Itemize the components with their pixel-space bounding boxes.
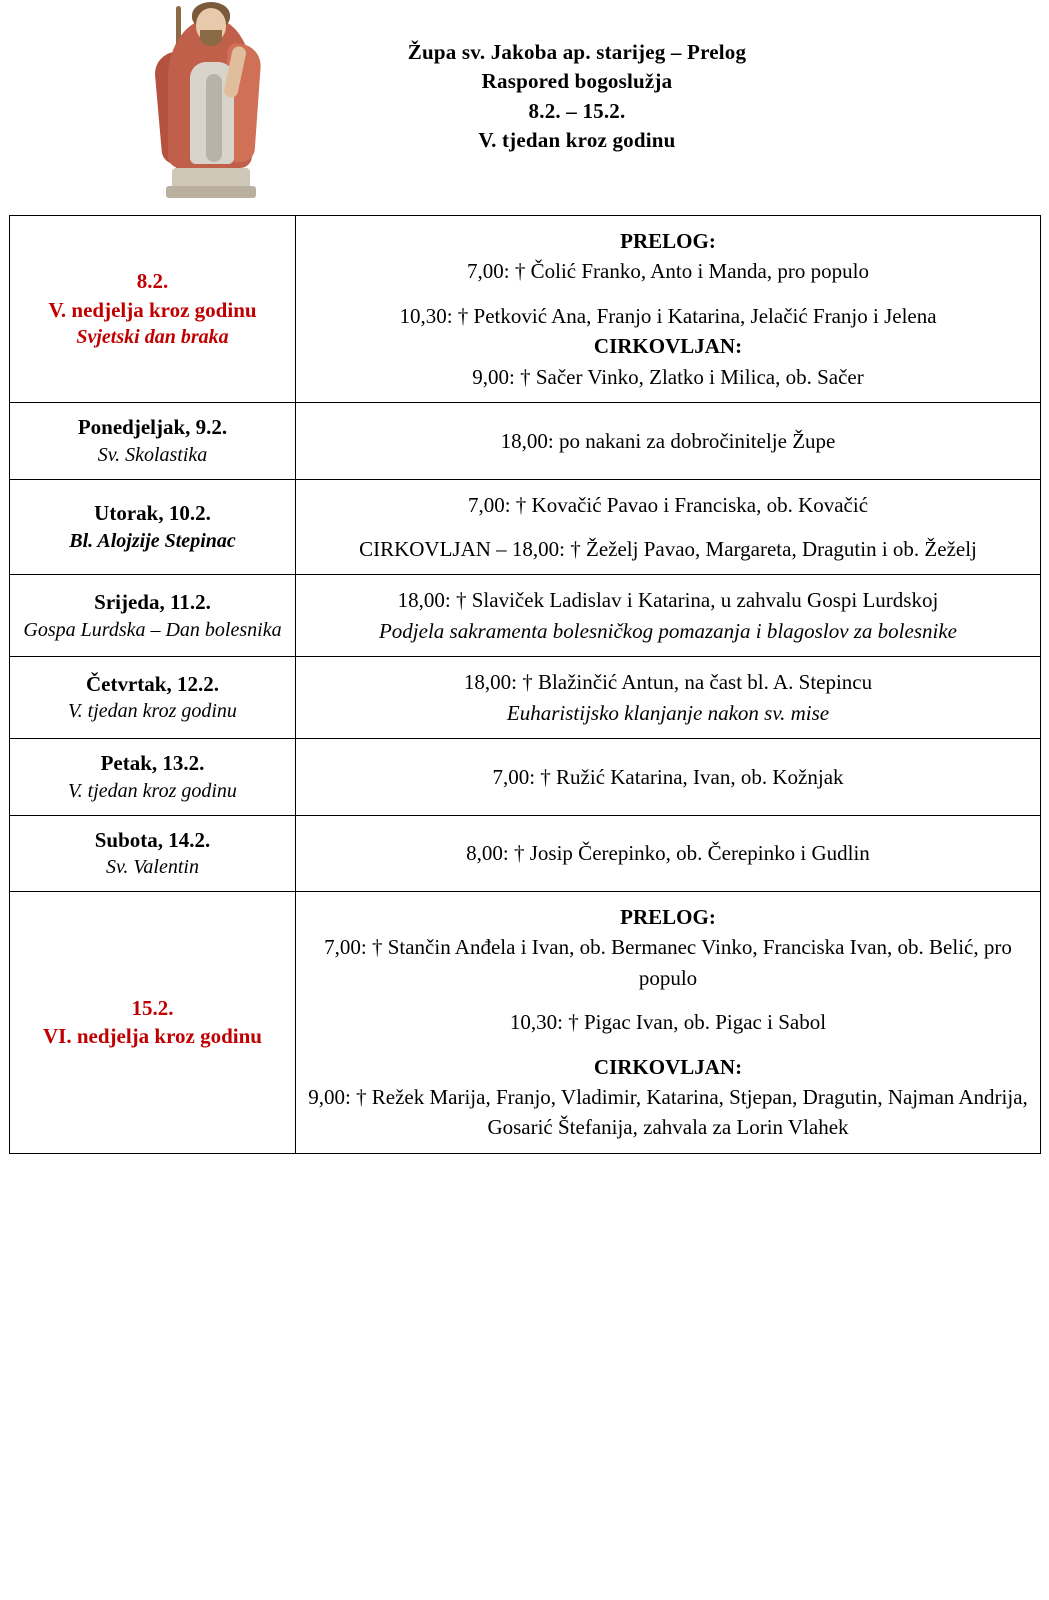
schedule-table-body (10, 216, 1041, 1154)
day-date: Subota, 14.2. (94, 827, 211, 852)
day-date: Četvrtak, 12.2. (86, 672, 219, 697)
table-row (10, 739, 1041, 815)
mass-line: 10,30: † Petković Ana, Franjo i Katarina, Jelačić Franjo i Jelena (399, 303, 937, 328)
day-date: Srijeda, 11.2. (94, 590, 211, 615)
statue-figure (135, 0, 285, 200)
day-date: 8.2. (136, 269, 169, 294)
mass-line: 18,00: † Blažinčić Antun, na čast bl. A. Stepincu (463, 670, 873, 695)
mass-line: 7,00: † Ružić Katarina, Ivan, ob. Kožnjak (492, 764, 844, 789)
spacer (306, 520, 1030, 534)
day-note: Sv. Valentin (106, 855, 199, 878)
schedule-table (9, 215, 1041, 1154)
mass-cell (296, 575, 1041, 657)
day-date: Utorak, 10.2. (94, 501, 211, 526)
table-row (10, 403, 1041, 479)
table-row (10, 479, 1041, 575)
spacer (306, 993, 1030, 1007)
mass-cell (296, 216, 1041, 403)
spacer (306, 1038, 1030, 1052)
date-range: 8.2. – 15.2. (528, 98, 626, 123)
spacer (306, 287, 1030, 301)
mass-note: Euharistijsko klanjanje nakon sv. mise (506, 700, 830, 725)
day-cell (10, 575, 296, 657)
schedule-label: Raspored bogoslužja (481, 69, 673, 94)
mass-note: Podjela sakramenta bolesničkog pomazanja i blagoslov za bolesnike (378, 618, 957, 643)
day-cell (10, 216, 296, 403)
table-row (10, 657, 1041, 739)
day-cell (10, 739, 296, 815)
table-row (10, 216, 1041, 403)
day-date: Petak, 13.2. (100, 751, 205, 776)
mass-line: 7,00: † Čolić Franko, Anto i Manda, pro populo (467, 259, 869, 284)
mass-line: CIRKOVLJAN – 18,00: † Žeželj Pavao, Margareta, Dragutin i ob. Žeželj (359, 536, 977, 561)
day-note: Svjetski dan braka (76, 325, 229, 348)
day-cell (10, 891, 296, 1153)
mass-line: 7,00: † Stančin Anđela i Ivan, ob. Bermanec Vinko, Franciska Ivan, ob. Belić, pro populo (324, 935, 1012, 990)
table-row (10, 891, 1041, 1153)
mass-cell (296, 403, 1041, 479)
day-note: Sv. Skolastika (97, 443, 208, 466)
parish-name: Župa sv. Jakoba ap. starijeg – Prelog (407, 40, 747, 64)
mass-line: 10,30: † Pigac Ivan, ob. Pigac i Sabol (509, 1010, 827, 1035)
day-name: VI. nedjelja kroz godinu (43, 1024, 262, 1049)
day-note: V. tjedan kroz godinu (68, 700, 237, 723)
liturgical-week: V. tjedan kroz godinu (478, 128, 676, 153)
mass-line: 18,00: po nakani za dobročinitelje Župe (500, 428, 836, 453)
day-date: 15.2. (131, 996, 174, 1021)
mass-cell (296, 479, 1041, 575)
mass-cell (296, 739, 1041, 815)
location-label: PRELOG: (620, 229, 716, 253)
table-row (10, 815, 1041, 891)
day-note: Gospa Lurdska – Dan bolesnika (23, 618, 282, 641)
mass-line: 8,00: † Josip Čerepinko, ob. Čerepinko i Gudlin (466, 840, 870, 865)
document-header (0, 0, 1049, 215)
day-date: Ponedjeljak, 9.2. (77, 415, 228, 440)
mass-cell (296, 815, 1041, 891)
day-cell (10, 657, 296, 739)
mass-line: 18,00: † Slaviček Ladislav i Katarina, u zahvalu Gospi Lurdskoj (397, 588, 939, 613)
day-cell (10, 479, 296, 575)
header-title-block (285, 0, 1049, 156)
mass-line: 7,00: † Kovačić Pavao i Franciska, ob. Kovačić (467, 492, 869, 517)
mass-line: 9,00: † Režek Marija, Franjo, Vladimir, Katarina, Stjepan, Dragutin, Najman Andrija, Gosarić Štefanija, zahvala za Lorin Vlahek (308, 1085, 1028, 1140)
statue-of-saint-james-icon (150, 0, 270, 200)
mass-cell (296, 891, 1041, 1153)
day-note: V. tjedan kroz godinu (68, 779, 237, 802)
mass-line: 9,00: † Sačer Vinko, Zlatko i Milica, ob. Sačer (472, 364, 864, 389)
location-label: PRELOG: (620, 904, 716, 929)
location-label: CIRKOVLJAN: (593, 1054, 743, 1079)
mass-cell (296, 657, 1041, 739)
day-name: V. nedjelja kroz godinu (48, 297, 257, 322)
day-cell (10, 815, 296, 891)
day-cell (10, 403, 296, 479)
location-label: CIRKOVLJAN: (593, 334, 743, 359)
day-note: Bl. Alojzije Stepinac (69, 529, 236, 552)
table-row (10, 575, 1041, 657)
